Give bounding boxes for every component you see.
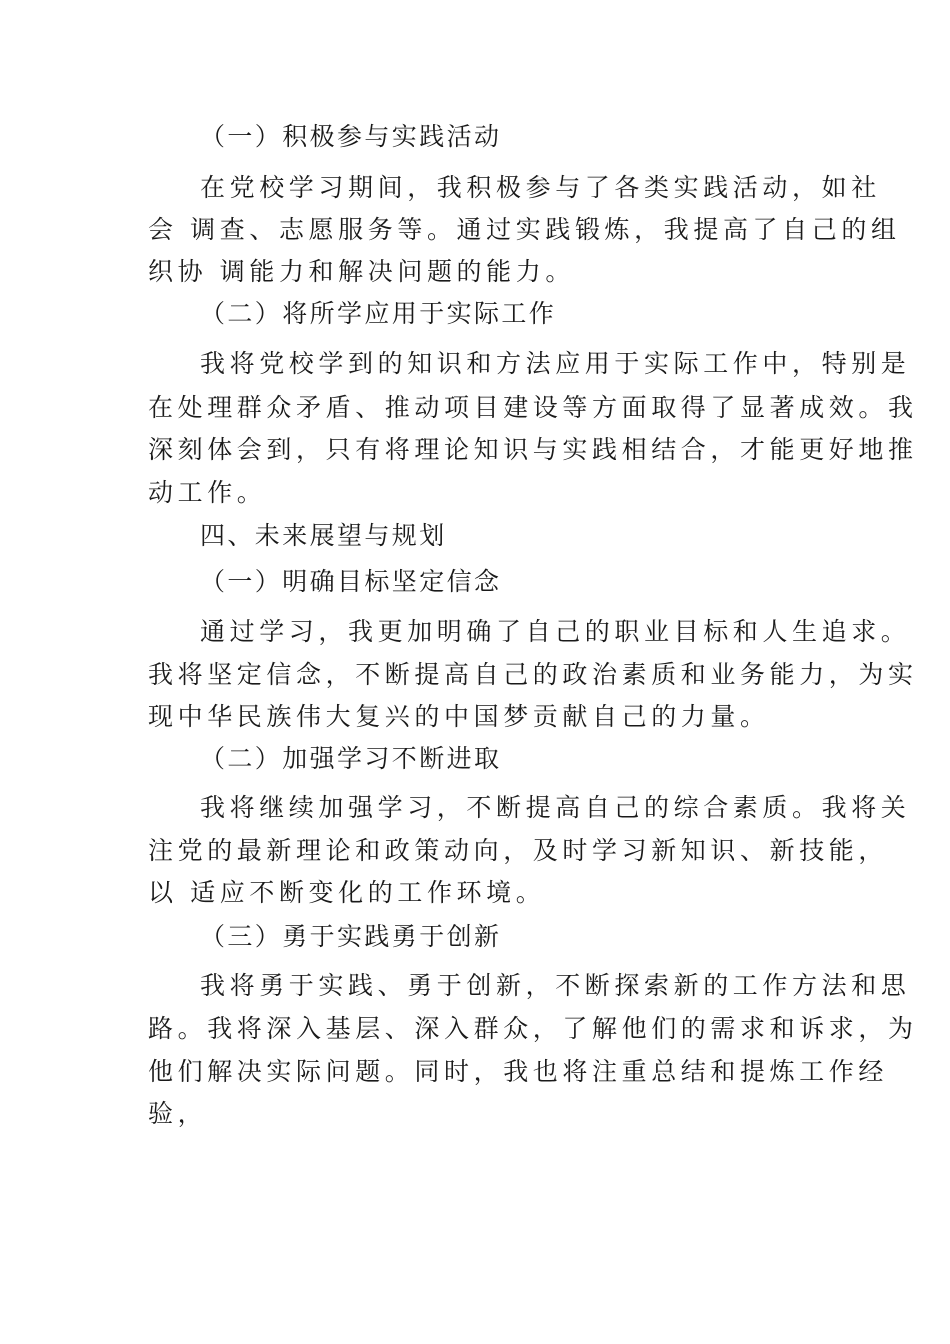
subsection-heading-study: （二）加强学习不断进取 — [200, 744, 502, 773]
subsection-heading-apply: （二）将所学应用于实际工作 — [200, 299, 557, 328]
paragraph-line: 注党的最新理论和政策动向，及时学习新知识、新技能， — [148, 836, 889, 865]
paragraph-line: 深刻体会到，只有将理论知识与实践相结合，才能更好地推 — [148, 435, 918, 464]
paragraph-line: 通过学习，我更加明确了自己的职业目标和人生追求。 — [200, 617, 911, 646]
paragraph-line: 以 适应不断变化的工作环境。 — [148, 878, 546, 907]
paragraph-line: 动工作。 — [148, 478, 267, 507]
paragraph-line: 织协 调能力和解决问题的能力。 — [148, 257, 575, 286]
paragraph-line: 我将坚定信念，不断提高自己的政治素质和业务能力，为实 — [148, 660, 918, 689]
subsection-heading-innovate: （三）勇于实践勇于创新 — [200, 922, 502, 951]
paragraph-line: 我将党校学到的知识和方法应用于实际工作中，特别是 — [200, 349, 911, 378]
paragraph-line: 会 调查、志愿服务等。通过实践锻炼，我提高了自己的组 — [148, 215, 901, 244]
paragraph-line: 验， — [148, 1099, 208, 1128]
paragraph-line: 我将勇于实践、勇于创新，不断探索新的工作方法和思 — [200, 971, 911, 1000]
paragraph-line: 在处理群众矛盾、推动项目建设等方面取得了显著成效。我 — [148, 393, 918, 422]
subsection-heading-practice: （一）积极参与实践活动 — [200, 122, 502, 151]
paragraph-line: 他们解决实际问题。同时，我也将注重总结和提炼工作经 — [148, 1057, 889, 1086]
section-heading-future: 四、未来展望与规划 — [200, 521, 447, 550]
paragraph-line: 在党校学习期间，我积极参与了各类实践活动，如社 — [200, 173, 881, 202]
paragraph-line: 现中华民族伟大复兴的中国梦贡献自己的力量。 — [148, 702, 770, 731]
subsection-heading-goals: （一）明确目标坚定信念 — [200, 567, 502, 596]
paragraph-line: 路。我将深入基层、深入群众，了解他们的需求和诉求，为 — [148, 1014, 918, 1043]
paragraph-line: 我将继续加强学习，不断提高自己的综合素质。我将关 — [200, 793, 911, 822]
